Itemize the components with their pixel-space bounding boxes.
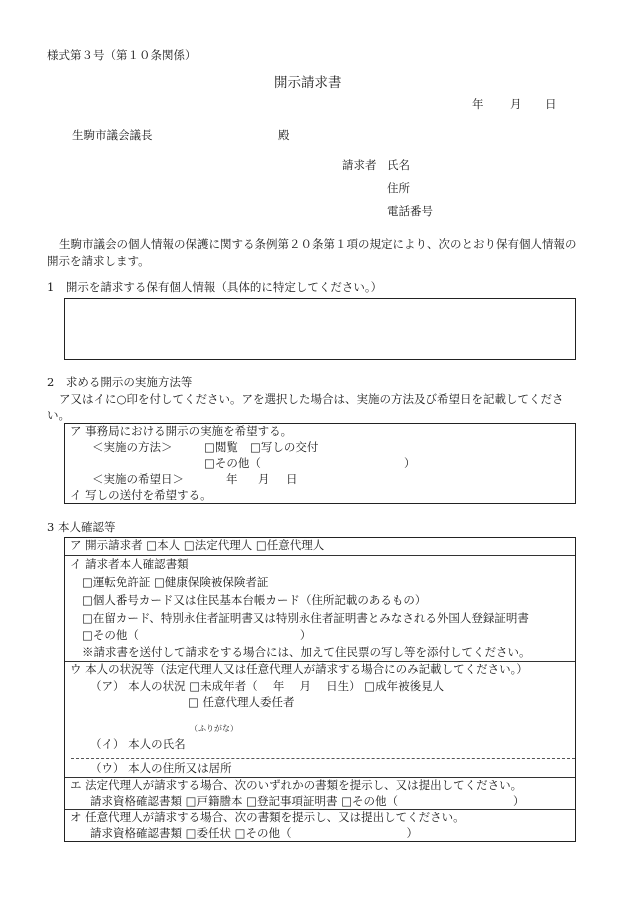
legal-agent-docs-row[interactable]: 請求資格確認書類 □戸籍謄本 □登記事項証明書 □その他（ ） <box>90 794 525 808</box>
person-status-title: ウ 本人の状況等（法定代理人又は任意代理人が請求する場合にのみ記載してください。） <box>70 662 528 676</box>
section3-heading: 3 本人確認等 <box>47 520 116 534</box>
section3-box <box>64 537 576 842</box>
page-title: 開示請求書 <box>274 75 342 91</box>
desired-year-label: 年 <box>226 472 238 486</box>
copy-delivery-checkbox[interactable]: □写しの交付 <box>250 440 319 454</box>
desired-date-label: ＜実施の希望日＞ <box>92 472 184 486</box>
id-doc-option-4[interactable]: □その他（ ） <box>82 628 312 642</box>
viewing-checkbox[interactable]: □閲覧 <box>204 440 238 454</box>
id-doc-option-2[interactable]: □個人番号カード又は住民基本台帳カード（住所記載のあるもの） <box>82 593 427 607</box>
furigana-label: （ふりがな） <box>190 724 238 733</box>
date-year-label: 年 <box>472 97 484 111</box>
other-method-close: ） <box>404 456 416 470</box>
person-address-label: （ウ） 本人の住所又は居所 <box>90 761 232 775</box>
desired-month-label: 月 <box>258 472 270 486</box>
method-label: ＜実施の方法＞ <box>92 440 173 454</box>
section2-instruction: ア又はイに○印を付してください。アを選択した場合は、実施の方法及び希望日を記載してください。 <box>47 392 564 422</box>
id-doc-option-1[interactable]: □運転免許証 □健康保険被保険者証 <box>82 575 269 589</box>
requester-type-row[interactable]: ア 開示請求者 □本人 □法定代理人 □任意代理人 <box>70 538 325 552</box>
section2-heading: 2 求める開示の実施方法等 <box>47 375 193 389</box>
section1-heading: 1 開示を請求する保有個人情報（具体的に特定してください。） <box>47 280 383 294</box>
intro-paragraph: 生駒市議会の個人情報の保護に関する条例第２０条第１項の規定により、次のとおり保有個人情報の開示を請求します。 <box>47 237 577 268</box>
voluntary-principal-checkbox[interactable]: □ 任意代理人委任者 <box>188 695 295 709</box>
addressee-honorific: 殿 <box>278 128 290 142</box>
legal-agent-title: エ 法定代理人が請求する場合、次のいずれかの書類を提示し、又は提出してください。 <box>70 778 523 792</box>
requester-name-label: 氏名 <box>387 158 410 172</box>
section1-input-box[interactable] <box>64 298 576 360</box>
option-b-label[interactable]: イ 写しの送付を希望する。 <box>70 488 212 502</box>
requester-label: 請求者 <box>342 158 377 172</box>
date-day-label: 日 <box>545 97 557 111</box>
date-month-label: 月 <box>510 97 522 111</box>
requester-address-label: 住所 <box>387 181 410 195</box>
person-name-label: （イ） 本人の氏名 <box>90 737 186 751</box>
voluntary-agent-docs-row[interactable]: 請求資格確認書類 □委任状 □その他（ ） <box>90 826 419 840</box>
form-number: 様式第３号（第１０条関係） <box>47 48 197 62</box>
desired-day-label: 日 <box>286 472 298 486</box>
voluntary-agent-title: オ 任意代理人が請求する場合、次の書類を提示し、又は提出してください。 <box>70 810 465 824</box>
addressee-name: 生駒市議会議長 <box>72 128 153 142</box>
divider <box>65 555 575 556</box>
divider <box>71 758 575 759</box>
section2-box <box>64 423 576 504</box>
id-documents-title: イ 請求者本人確認書類 <box>70 557 189 571</box>
other-method-checkbox[interactable]: □その他（ <box>204 456 261 470</box>
person-status-row[interactable]: （ア） 本人の状況 □未成年者（ 年 月 日生） □成年被後見人 <box>90 679 445 693</box>
option-a-label[interactable]: ア 事務局における開示の実施を希望する。 <box>70 424 293 438</box>
requester-phone-label: 電話番号 <box>387 204 433 218</box>
id-doc-note: ※請求書を送付して請求をする場合には、加えて住民票の写し等を添付してください。 <box>82 645 531 659</box>
id-doc-option-3[interactable]: □在留カード、特別永住者証明書又は特別永住者証明書とみなされる外国人登録証明書 <box>82 611 529 625</box>
